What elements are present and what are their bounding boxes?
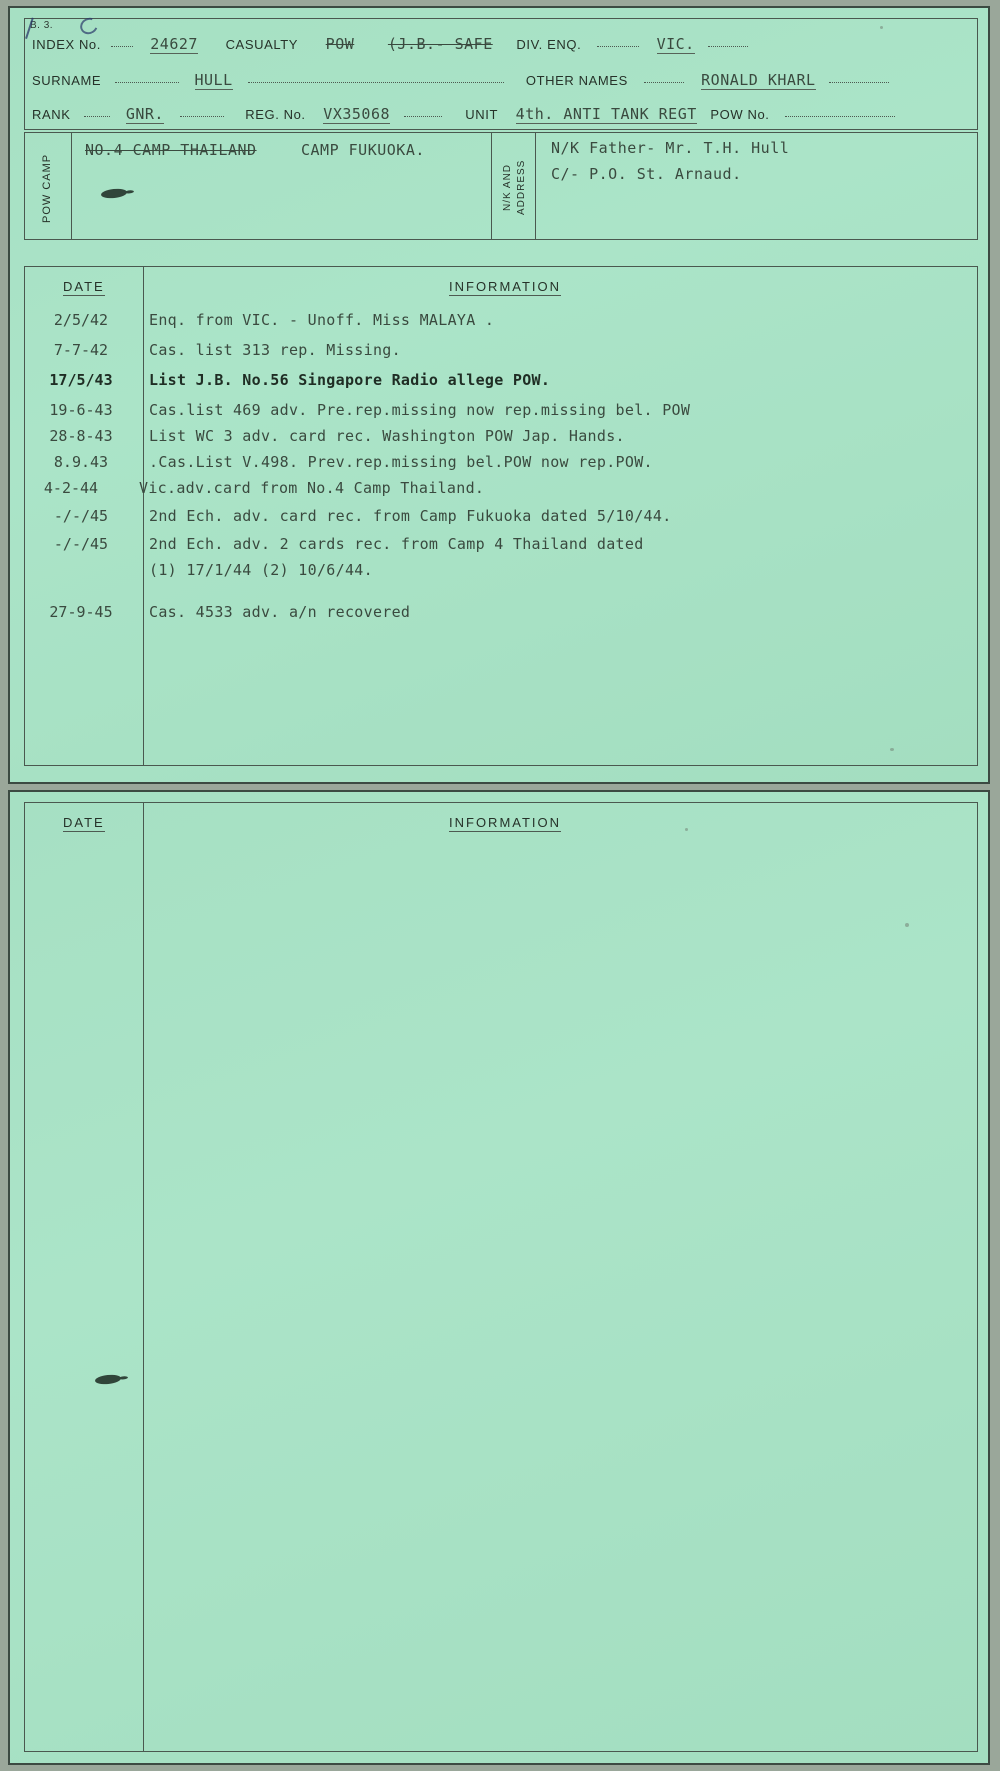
paper-speck [685,828,688,831]
table-row [25,341,401,359]
value-nk-line1: N/K Father- Mr. T.H. Hull [551,139,790,157]
entry-text: Vic.adv.card from No.4 Camp Thailand. [139,479,485,497]
divider-nk-left [491,133,492,239]
entry-date: 17/5/43 [49,371,113,389]
form-code: B. 3. [30,20,54,31]
table-row [25,535,644,553]
value-div-enq: VIC. [656,35,695,53]
value-casualty-struck: POW [325,35,355,53]
value-rank: GNR. [125,105,164,123]
value-pow-camp-struck: NO.4 CAMP THAILAND [85,141,257,159]
entry-date: 28-8-43 [49,427,113,445]
paper-speck [880,26,883,29]
value-casualty-note-struck: (J.B.- SAFE [387,35,493,53]
column-header-information: INFORMATION [449,279,562,294]
table-row [25,311,494,329]
column-header-information: INFORMATION [449,815,562,830]
label-div-enq: DIV. ENQ. [516,37,582,52]
column-header-date: DATE [63,279,105,294]
paper-speck [905,923,909,927]
ink-smudge [95,1374,122,1386]
ink-smudge [101,188,128,200]
value-pow-camp: CAMP FUKUOKA. [301,141,425,159]
table-row [25,507,672,525]
header-row-rank [32,104,895,123]
label-rank: RANK [32,107,71,122]
entry-text: Cas. list 313 rep. Missing. [149,341,401,359]
table-row [25,427,625,445]
entry-text: Cas.list 469 adv. Pre.rep.missing now rep.missing bel. POW [149,401,691,419]
entry-date: 19-6-43 [49,401,113,419]
information-table-back [24,802,978,1752]
value-surname: HULL [194,71,233,89]
entry-text: Enq. from VIC. - Unoff. Miss MALAYA . [149,311,495,329]
value-reg-no: VX35068 [323,105,391,123]
label-unit: UNIT [465,107,499,122]
entry-date: 4-2-44 [43,479,99,497]
table-row [25,603,410,621]
entry-text: List WC 3 adv. card rec. Washington POW Jap. Hands. [149,427,625,445]
table-row [25,561,373,579]
entry-date: 7-7-42 [53,341,109,359]
pow-record-card-back [8,790,990,1765]
header-row-index [32,34,748,53]
entry-date: 27-9-45 [49,603,113,621]
divider-pow-camp [71,133,72,239]
entry-date: -/-/45 [53,507,109,525]
entry-text: List J.B. No.56 Singapore Radio allege POW. [149,371,551,389]
entry-date [25,561,137,579]
label-index-no: INDEX No. [32,37,101,52]
label-pow-camp: POW CAMP [41,153,53,223]
entry-text: Cas. 4533 adv. a/n recovered [149,603,411,621]
label-casualty: CASUALTY [225,37,299,52]
paper-speck [890,748,894,751]
entry-date: 8.9.43 [53,453,109,471]
label-pow-no: POW No. [710,107,770,122]
value-other-names: RONALD KHARL [701,71,816,89]
label-other-names: OTHER NAMES [525,73,628,88]
table-row [15,479,484,497]
column-header-date: DATE [63,815,105,830]
table-row [25,371,550,389]
pow-record-card-front [8,6,990,784]
label-nk-and-address: N/K AND ADDRESS [502,159,527,215]
table-row [25,453,653,471]
divider-date-information [143,803,144,1751]
entry-text: 2nd Ech. adv. card rec. from Camp Fukuoka dated 5/10/44. [149,507,672,525]
value-unit: 4th. ANTI TANK REGT [515,105,697,123]
value-nk-line2: C/- P.O. St. Arnaud. [551,165,742,183]
entry-date: 2/5/42 [53,311,109,329]
entry-text: .Cas.List V.498. Prev.rep.missing bel.POW now rep.POW. [149,453,653,471]
value-index-no: 24627 [150,35,198,53]
label-reg-no: REG. No. [245,107,306,122]
entry-text: 2nd Ech. adv. 2 cards rec. from Camp 4 Thailand dated [149,535,644,553]
divider-nk-right [535,133,536,239]
entry-date: -/-/45 [53,535,109,553]
header-row-name [32,70,889,89]
table-row [25,401,690,419]
information-table-front [24,266,978,766]
camp-and-nextofkin-block [24,132,978,240]
label-surname: SURNAME [32,73,102,88]
entry-text: (1) 17/1/44 (2) 10/6/44. [149,561,373,579]
